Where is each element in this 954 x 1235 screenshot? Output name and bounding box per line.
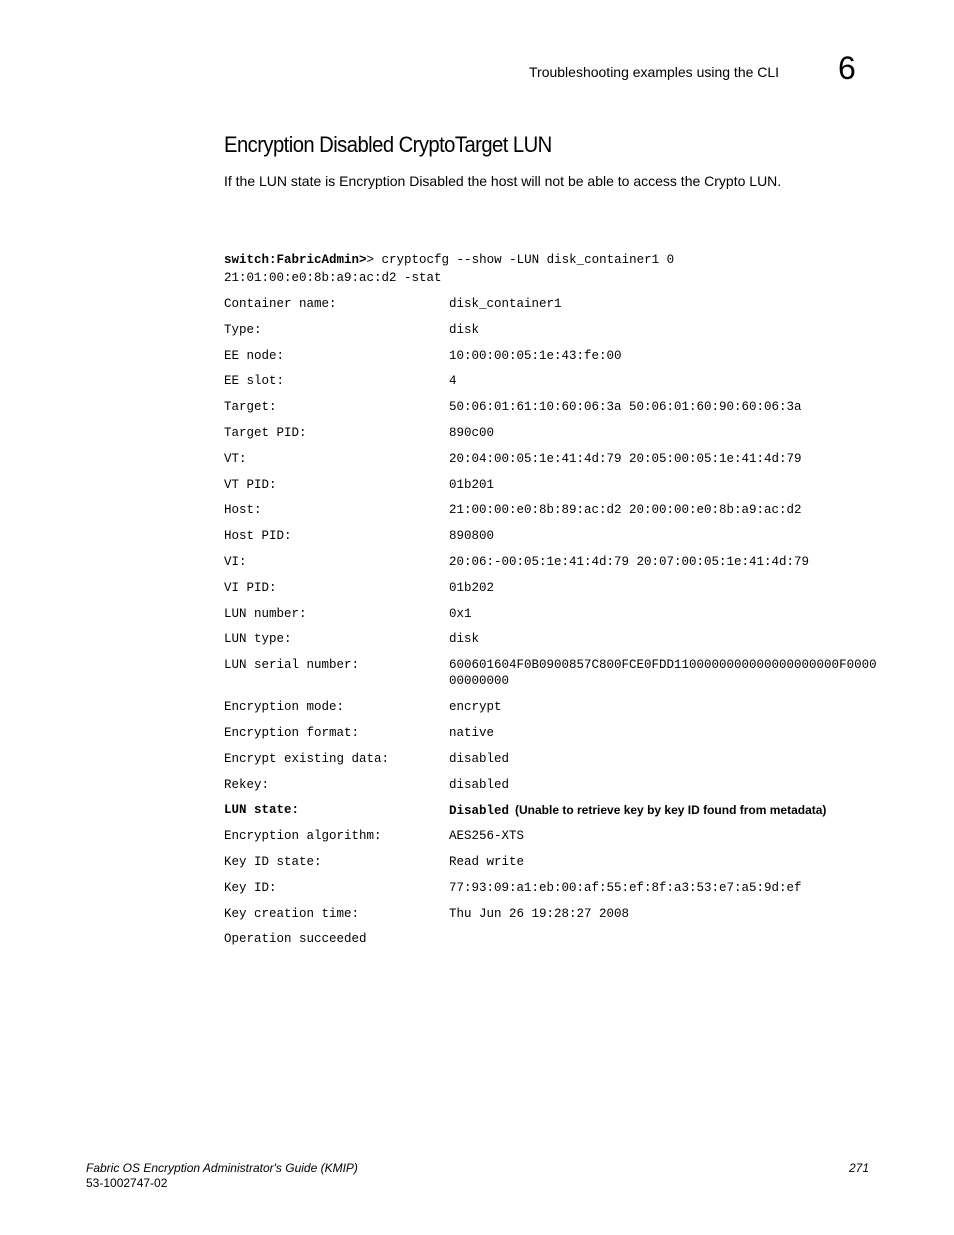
row-value: Read write xyxy=(449,854,525,869)
row-value: encrypt xyxy=(449,700,502,715)
row-value: disk_container1 xyxy=(449,297,562,311)
row-label: LUN number: xyxy=(224,606,307,621)
output-row xyxy=(224,828,884,854)
output-row xyxy=(224,725,884,751)
row-value: 20:04:00:05:1e:41:4d:79 20:05:00:05:1e:41:4d:79 xyxy=(449,451,802,466)
output-row xyxy=(224,657,884,699)
output-row xyxy=(224,528,884,554)
row-value: 10:00:00:05:1e:43:fe:00 xyxy=(449,348,622,363)
row-label: Type: xyxy=(224,322,262,337)
result-text: Operation succeeded xyxy=(224,932,367,947)
output-row xyxy=(224,399,884,425)
row-label: Encryption mode: xyxy=(224,700,345,715)
lun-state-value: Disabled xyxy=(449,804,510,819)
output-row xyxy=(224,906,884,932)
output-row xyxy=(224,477,884,503)
row-value: AES256-XTS xyxy=(449,829,525,844)
output-row xyxy=(224,880,884,906)
row-label: Key ID state: xyxy=(224,854,322,869)
command-line xyxy=(224,251,864,287)
row-value: 0x1 xyxy=(449,606,472,621)
row-label: LUN type: xyxy=(224,632,292,647)
output-row xyxy=(224,631,884,657)
row-label: Container name: xyxy=(224,297,337,311)
output-row xyxy=(224,502,884,528)
row-value: 01b202 xyxy=(449,580,495,595)
footer xyxy=(86,1161,358,1191)
row-label: VT PID: xyxy=(224,477,277,492)
row-label: Encrypt existing data: xyxy=(224,751,390,766)
output-table xyxy=(224,296,884,957)
row-value: disk xyxy=(449,322,480,337)
section-heading: Encryption Disabled CryptoTarget LUN xyxy=(224,132,552,157)
output-row xyxy=(224,373,884,399)
output-row xyxy=(224,580,884,606)
row-value: native xyxy=(449,725,495,740)
intro-term: Encryption Disabled xyxy=(339,173,464,189)
row-label: Target PID: xyxy=(224,425,307,440)
row-label: Encryption algorithm: xyxy=(224,829,382,844)
row-label: LUN serial number: xyxy=(224,658,360,673)
row-label: EE node: xyxy=(224,348,285,363)
output-row xyxy=(224,296,884,322)
intro-paragraph xyxy=(224,173,781,189)
row-label: Target: xyxy=(224,400,277,415)
row-label: Key ID: xyxy=(224,880,277,895)
lun-state-row xyxy=(224,802,884,828)
row-value: disabled xyxy=(449,777,510,792)
output-row xyxy=(224,322,884,348)
row-label: Host PID: xyxy=(224,529,292,544)
chapter-number: 6 xyxy=(838,50,856,86)
row-label: Rekey: xyxy=(224,777,270,792)
cli-command-line1: cryptocfg --show -LUN disk_container1 0 xyxy=(374,253,675,267)
running-header: Troubleshooting examples using the CLI xyxy=(529,64,780,80)
intro-after: the host will not be able to access the Crypto LUN. xyxy=(463,173,782,189)
row-value: disabled xyxy=(449,751,510,766)
row-label: VI: xyxy=(224,554,247,569)
row-value: 20:06:-00:05:1e:41:4d:79 20:07:00:05:1e:41:4d:79 xyxy=(449,554,810,569)
row-label: Host: xyxy=(224,503,262,518)
row-value: 01b201 xyxy=(449,477,495,492)
row-value: 21:00:00:e0:8b:89:ac:d2 20:00:00:e0:8b:a9:ac:d2 xyxy=(449,503,802,518)
row-value xyxy=(449,802,884,828)
row-value: Thu Jun 26 19:28:27 2008 xyxy=(449,906,630,921)
output-row xyxy=(224,554,884,580)
row-label: VT: xyxy=(224,451,247,466)
output-row xyxy=(224,854,884,880)
row-value: 890c00 xyxy=(449,425,495,440)
footer-doc-title: Fabric OS Encryption Administrator's Guide (KMIP) xyxy=(86,1161,358,1175)
footer-doc-number: 53-1002747-02 xyxy=(86,1176,168,1190)
intro-before: If the LUN state is xyxy=(224,173,340,189)
row-value: 890800 xyxy=(449,529,495,544)
row-label: EE slot: xyxy=(224,374,285,389)
cli-prompt: switch:FabricAdmin> xyxy=(224,253,367,267)
output-row xyxy=(224,348,884,374)
row-label: Encryption format: xyxy=(224,725,360,740)
row-label: LUN state: xyxy=(224,803,300,818)
result-row xyxy=(224,931,884,957)
row-value: 50:06:01:61:10:60:06:3a 50:06:01:60:90:60:06:3a xyxy=(449,400,802,415)
output-row xyxy=(224,425,884,451)
row-label: Key creation time: xyxy=(224,906,360,921)
output-row xyxy=(224,751,884,777)
row-label: VI PID: xyxy=(224,580,277,595)
row-value: 77:93:09:a1:eb:00:af:55:ef:8f:a3:53:e7:a5:9d:ef xyxy=(449,880,802,895)
page-number: 271 xyxy=(849,1161,870,1175)
cli-command-line2: 21:01:00:e0:8b:a9:ac:d2 -stat xyxy=(224,271,442,285)
output-row xyxy=(224,699,884,725)
row-value: disk xyxy=(449,632,480,647)
output-row xyxy=(224,606,884,632)
output-row xyxy=(224,451,884,477)
row-value: 4 xyxy=(449,374,457,389)
lun-state-note: (Unable to retrieve key by key ID found from metadata) xyxy=(515,803,827,818)
output-row xyxy=(224,777,884,803)
row-value: 600601604F0B0900857C800FCE0FDD1100000000000000000000F000000000000 xyxy=(449,658,877,689)
cli-prompt-suffix: > xyxy=(366,253,375,267)
